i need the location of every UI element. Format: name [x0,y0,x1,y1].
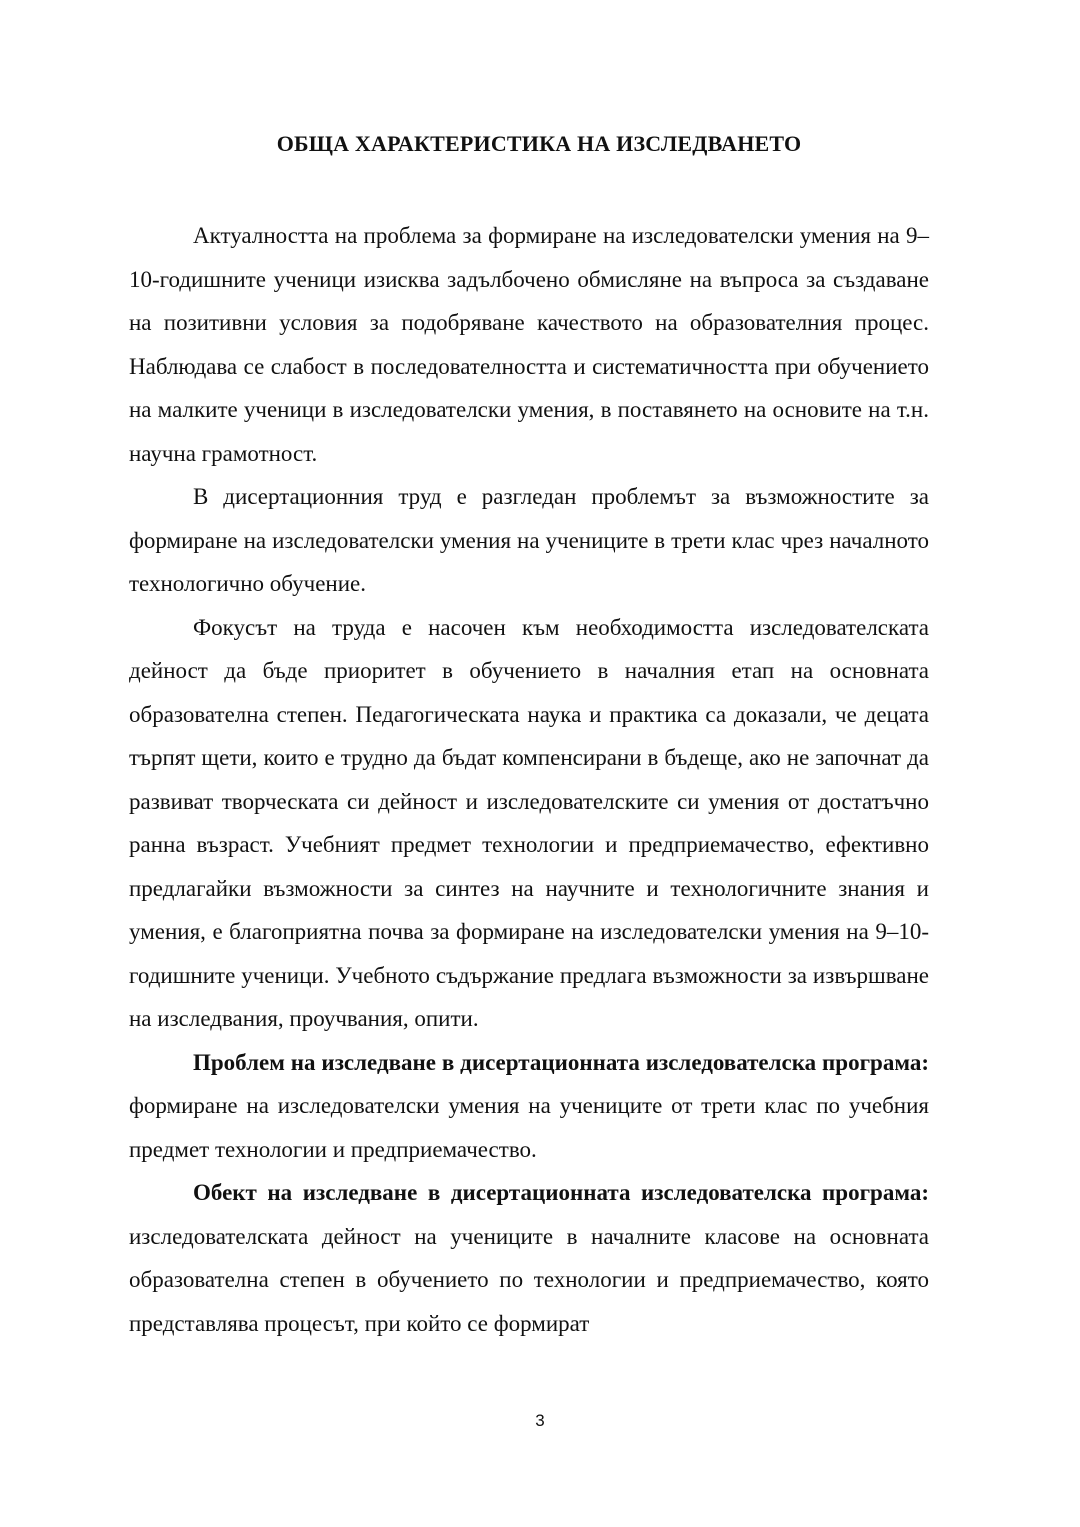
research-object-label: Обект на изследване в дисертационната изследователска програма: [193,1180,929,1205]
research-problem-text: формиране на изследователски умения на учениците от трети клас по учебния предмет технологии и предприемачество. [129,1093,929,1162]
paragraph-relevance: Актуалността на проблема за формиране на изследователски умения на 9–10-годишните ученици изисква задълбочено обмисляне на въпроса за създаване на позитивни условия за подобряване качеството на образователния процес. Наблюдава се слабост в последователността и систематичността при обучението на малките ученици в изследователски умения, в поставянето на основите на т.н. научна грамотност. [129,223,929,466]
document-body [129,214,929,1345]
research-problem-label: Проблем на изследване в дисертационната изследователска програма: [193,1049,929,1075]
paragraph-research-object [129,1171,929,1345]
paragraph-dissertation-problem: В дисертационния труд е разгледан проблемът за възможностите за формиране на изследователски умения на учениците в трети клас чрез началното технологично обучение. [129,484,929,596]
research-object-text: изследователската дейност на учениците в началните класове на основната образователна степен в обучението по технологии и предприемачество, която представлява процесът, при който се формират [129,1223,929,1336]
page-number: 3 [535,1411,545,1430]
paragraph-focus: Фокусът на труда е насочен към необходимостта изследователската дейност да бъде приоритет в обучението в началния етап на основната образователна степен. Педагогическата наука и практика са доказали, че децата търпят щети, които е трудно да бъдат компенсирани в бъдеще, ако не започнат да развиват творческата си дейност и изследователските си умения от достатъчно ранна възраст. Учебният предмет технологии и предприемачество, ефективно предлагайки възможности за синтез на научните и технологичните знания и умения, е благоприятна почва за формиране на изследователски умения на 9–10-годишните ученици. Учебното съдържание предлага възможности за извършване на изследвания, проучвания, опити. [129,614,929,1031]
document-title: ОБЩА ХАРАКТЕРИСТИКА НА ИЗСЛЕДВАНЕТО [276,131,802,156]
paragraph-research-problem [129,1041,929,1172]
